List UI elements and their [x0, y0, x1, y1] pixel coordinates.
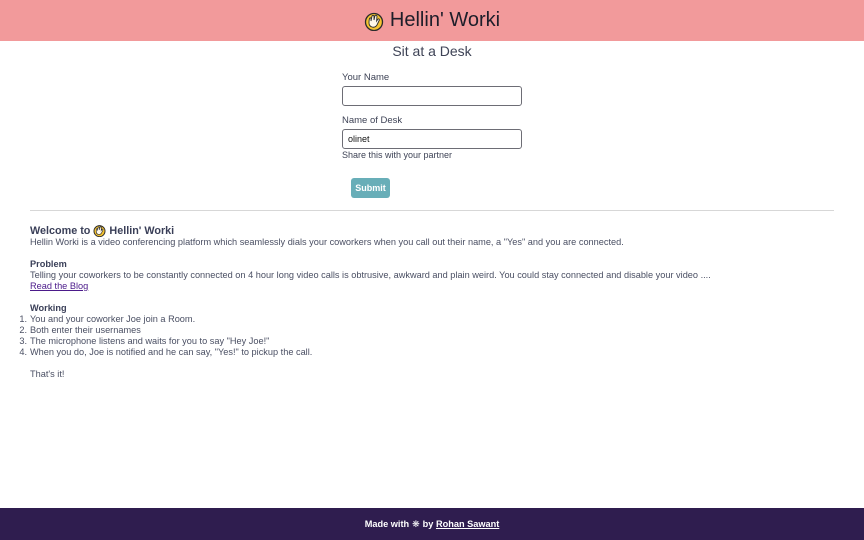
brand[interactable] — [364, 9, 500, 32]
closing-text: That's it! — [30, 369, 65, 379]
about-section — [19, 224, 830, 380]
name-field-group — [342, 72, 542, 106]
steps-list — [19, 314, 830, 358]
form-heading: Sit at a Desk — [392, 43, 472, 59]
list-item: 3. The microphone listens and waits for you to say "Hey Joe!" — [19, 336, 270, 346]
working-heading: Working — [30, 303, 67, 313]
read-blog-link[interactable]: Read the Blog — [30, 281, 89, 291]
submit-button[interactable]: Submit — [351, 178, 390, 198]
flower-icon: ❋ — [412, 518, 420, 529]
waving-hand-icon — [93, 224, 106, 237]
welcome-prefix: Welcome to — [30, 224, 91, 237]
by-text: by — [422, 519, 434, 529]
app-title: Hellin' Worki — [389, 9, 501, 31]
app-footer — [0, 508, 864, 540]
intro-text: Hellin Worki is a video conferencing platform which seamlessly dials your coworkers when you call out their name, a "Yes" and you are connected. — [30, 237, 624, 247]
author-link[interactable]: Rohan Sawant — [435, 519, 500, 529]
list-item: 1. You and your coworker Joe join a Room. — [19, 314, 196, 324]
problem-text: Telling your coworkers to be constantly connected on 4 hour long video calls is obtrusive, awkward and plain weird. You could stay connected and disable your video .... — [30, 270, 711, 280]
list-item: 2. Both enter their usernames — [19, 325, 141, 335]
desk-input[interactable] — [342, 129, 522, 149]
waving-hand-icon — [364, 11, 384, 31]
app-header — [0, 0, 864, 41]
list-item: 4. When you do, Joe is notified and he can say, "Yes!" to pickup the call. — [19, 347, 313, 357]
desk-label: Name of Desk — [342, 115, 403, 126]
name-input[interactable] — [342, 86, 522, 106]
desk-hint: Share this with your partner — [342, 150, 453, 160]
problem-heading: Problem — [30, 259, 67, 269]
name-label: Your Name — [342, 72, 390, 83]
section-divider — [30, 210, 834, 211]
desk-field-group — [342, 115, 542, 160]
made-with-text: Made with — [364, 519, 410, 529]
welcome-heading — [30, 224, 830, 237]
welcome-brand: Hellin' Worki — [109, 224, 175, 237]
